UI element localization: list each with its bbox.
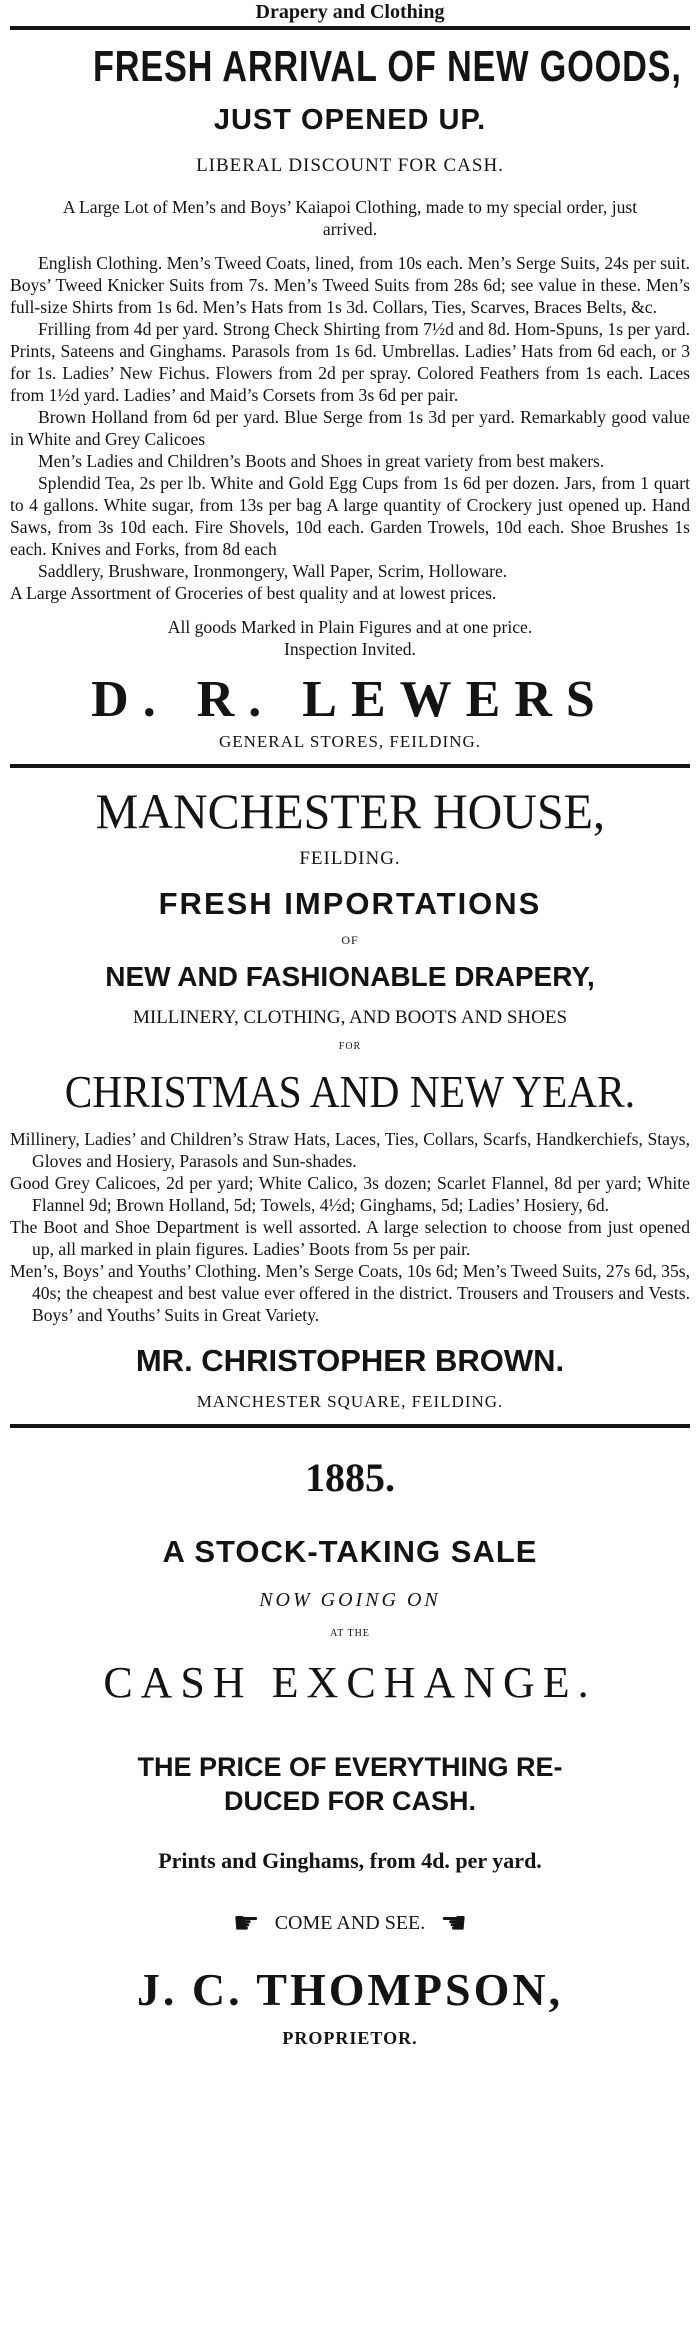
ad3-prints: Prints and Ginghams, from 4d. per yard.	[158, 1848, 542, 1873]
section-rule	[10, 26, 690, 30]
ad3-year: 1885.	[305, 1455, 395, 1500]
ad-separator	[10, 764, 690, 768]
ad3-come-and-see-text: COME AND SEE.	[274, 1912, 426, 1934]
ad1-closing-line: Inspection Invited.	[284, 639, 416, 659]
ad2-paragraph: Good Grey Calicoes, 2d per yard; White Calico, 3s dozen; Scarlet Flannel, 8d per yard; White Flannel 9d; Brown Holland, 5d; Towels, 4½d; Ginghams, 5d; Ladies’ Hosiery, 6d.	[10, 1173, 690, 1215]
ad1-paragraph: Frilling from 4d per yard. Strong Check Shirting from 7½d and 8d. Hom-Spuns, 1s per yard. Prints, Sateens and Ginghams. Parasols from 1s 6d. Umbrellas. Ladies’ Hats from 6d each, or 3 for 1s. Ladies’ New Fichus. Flowers from 2d per spray. Colored Feathers from 1s each. Laces from 1½d yard. Ladies’ and Maid’s Corsets from 3s 6d per pair.	[10, 319, 690, 405]
ad3-price-line: THE PRICE OF EVERYTHING RE-	[137, 1752, 563, 1782]
section-header: Drapery and Clothing	[255, 1, 445, 23]
ad2-advertiser-name: MR. CHRISTOPHER BROWN.	[135, 1343, 565, 1378]
ad1-discount: LIBERAL DISCOUNT FOR CASH.	[196, 155, 504, 176]
ad1-paragraph: A Large Assortment of Groceries of best quality and at lowest prices.	[10, 583, 497, 603]
ad2-town: FEILDING.	[299, 848, 401, 869]
ad1-subhead: JUST OPENED UP.	[213, 104, 487, 136]
ad2-paragraph: Men’s, Boys’ and Youths’ Clothing. Men’s Serge Coats, 10s 6d; Men’s Tweed Suits, 27s 6d, 35s, 40s; the cheapest and best value ever offered in the district. Trousers and Trousers and Vests. Boys’ and Youths’ Suits in Great Variety.	[10, 1261, 690, 1325]
ad1-paragraph: Brown Holland from 6d per yard. Blue Serge from 1s 3d per yard. Remarkably good value in White and Grey Calicoes	[10, 407, 690, 449]
ad2-paragraph: The Boot and Shoe Department is well assorted. A large selection to choose from just opened up, all marked in plain figures. Ladies’ Boots from 5s per pair.	[10, 1217, 690, 1259]
ad3-come-and-see	[10, 1906, 690, 1940]
ad1-paragraph: Splendid Tea, 2s per lb. White and Gold Egg Cups from 1s 6d per dozen. Jars, from 1 quart to 4 gallons. White sugar, from 13s per bag A large quantity of Crockery just opened up. Hand Saws, from 3s 10d each. Fire Shovels, 10d each. Garden Trowels, 10d each. Shoe Brushes 1s each. Knives and Forks, from 8d each	[10, 473, 690, 559]
ad2-headline: MANCHESTER HOUSE,	[95, 783, 605, 839]
ad3-price-line: DUCED FOR CASH.	[223, 1786, 476, 1816]
ad3-headline: A STOCK-TAKING SALE	[162, 1534, 538, 1569]
ad1-body	[10, 252, 690, 604]
ad1-paragraph: Saddlery, Brushware, Ironmongery, Wall Paper, Scrim, Holloware.	[38, 561, 508, 581]
ad2-season: CHRISTMAS AND NEW YEAR.	[64, 1066, 636, 1117]
ad2-millinery: MILLINERY, CLOTHING, AND BOOTS AND SHOES	[132, 1007, 568, 1028]
ad1-headline: FRESH ARRIVAL OF NEW GOODS,	[93, 42, 682, 91]
pointing-hand-right-icon: ☛	[232, 1907, 260, 1940]
ad1-intro: A Large Lot of Men’s and Boys’ Kaiapoi Clothing, made to my special order, just arrived.	[62, 197, 638, 239]
ad2-paragraph: Millinery, Ladies’ and Children’s Straw Hats, Laces, Ties, Collars, Scarfs, Handkerchiefs, Stays, Gloves and Hosiery, Parasols and Sun-shades.	[10, 1129, 690, 1171]
ad1-paragraph: English Clothing. Men’s Tweed Coats, lined, from 10s each. Men’s Serge Suits, 24s per suit. Boys’ Tweed Knicker Suits from 7s. Men’s Tweed Suits from 28s 6d; see value in these. Men’s full-size Shirts from 1s 6d. Men’s Hats from 1s 3d. Collars, Ties, Scarves, Braces Belts, &c.	[10, 253, 690, 317]
ad3-advertiser-name: J. C. THOMPSON,	[136, 1964, 564, 2015]
ad3-going-on: NOW GOING ON	[259, 1589, 441, 1611]
ad1-advertiser-name: D. R. LEWERS	[91, 671, 609, 728]
ad1-closing-line: All goods Marked in Plain Figures and at one price.	[167, 617, 533, 637]
ad3-at-the: AT THE	[330, 1628, 370, 1639]
pointing-hand-left-icon: ☚	[440, 1907, 468, 1940]
ad3-store-name: CASH EXCHANGE.	[103, 1658, 597, 1707]
ad1-address: GENERAL STORES, FEILDING.	[218, 732, 482, 751]
ad2-body	[10, 1128, 690, 1326]
ad3-title: PROPRIETOR.	[282, 2028, 418, 2048]
ad2-for: FOR	[338, 1041, 362, 1052]
advertisement-lewers	[10, 38, 690, 754]
ad1-paragraph: Men’s Ladies and Children’s Boots and Shoes in great variety from best makers.	[38, 451, 605, 471]
advertisement-cash-exchange	[10, 1454, 690, 2050]
ad-separator	[10, 1424, 690, 1428]
ad2-of: OF	[341, 933, 359, 947]
ad2-drapery: NEW AND FASHIONABLE DRAPERY,	[105, 961, 595, 992]
ad2-importations: FRESH IMPORTATIONS	[158, 886, 542, 921]
advertisement-manchester-house	[10, 780, 690, 1414]
ad2-address: MANCHESTER SQUARE, FEILDING.	[196, 1392, 504, 1411]
